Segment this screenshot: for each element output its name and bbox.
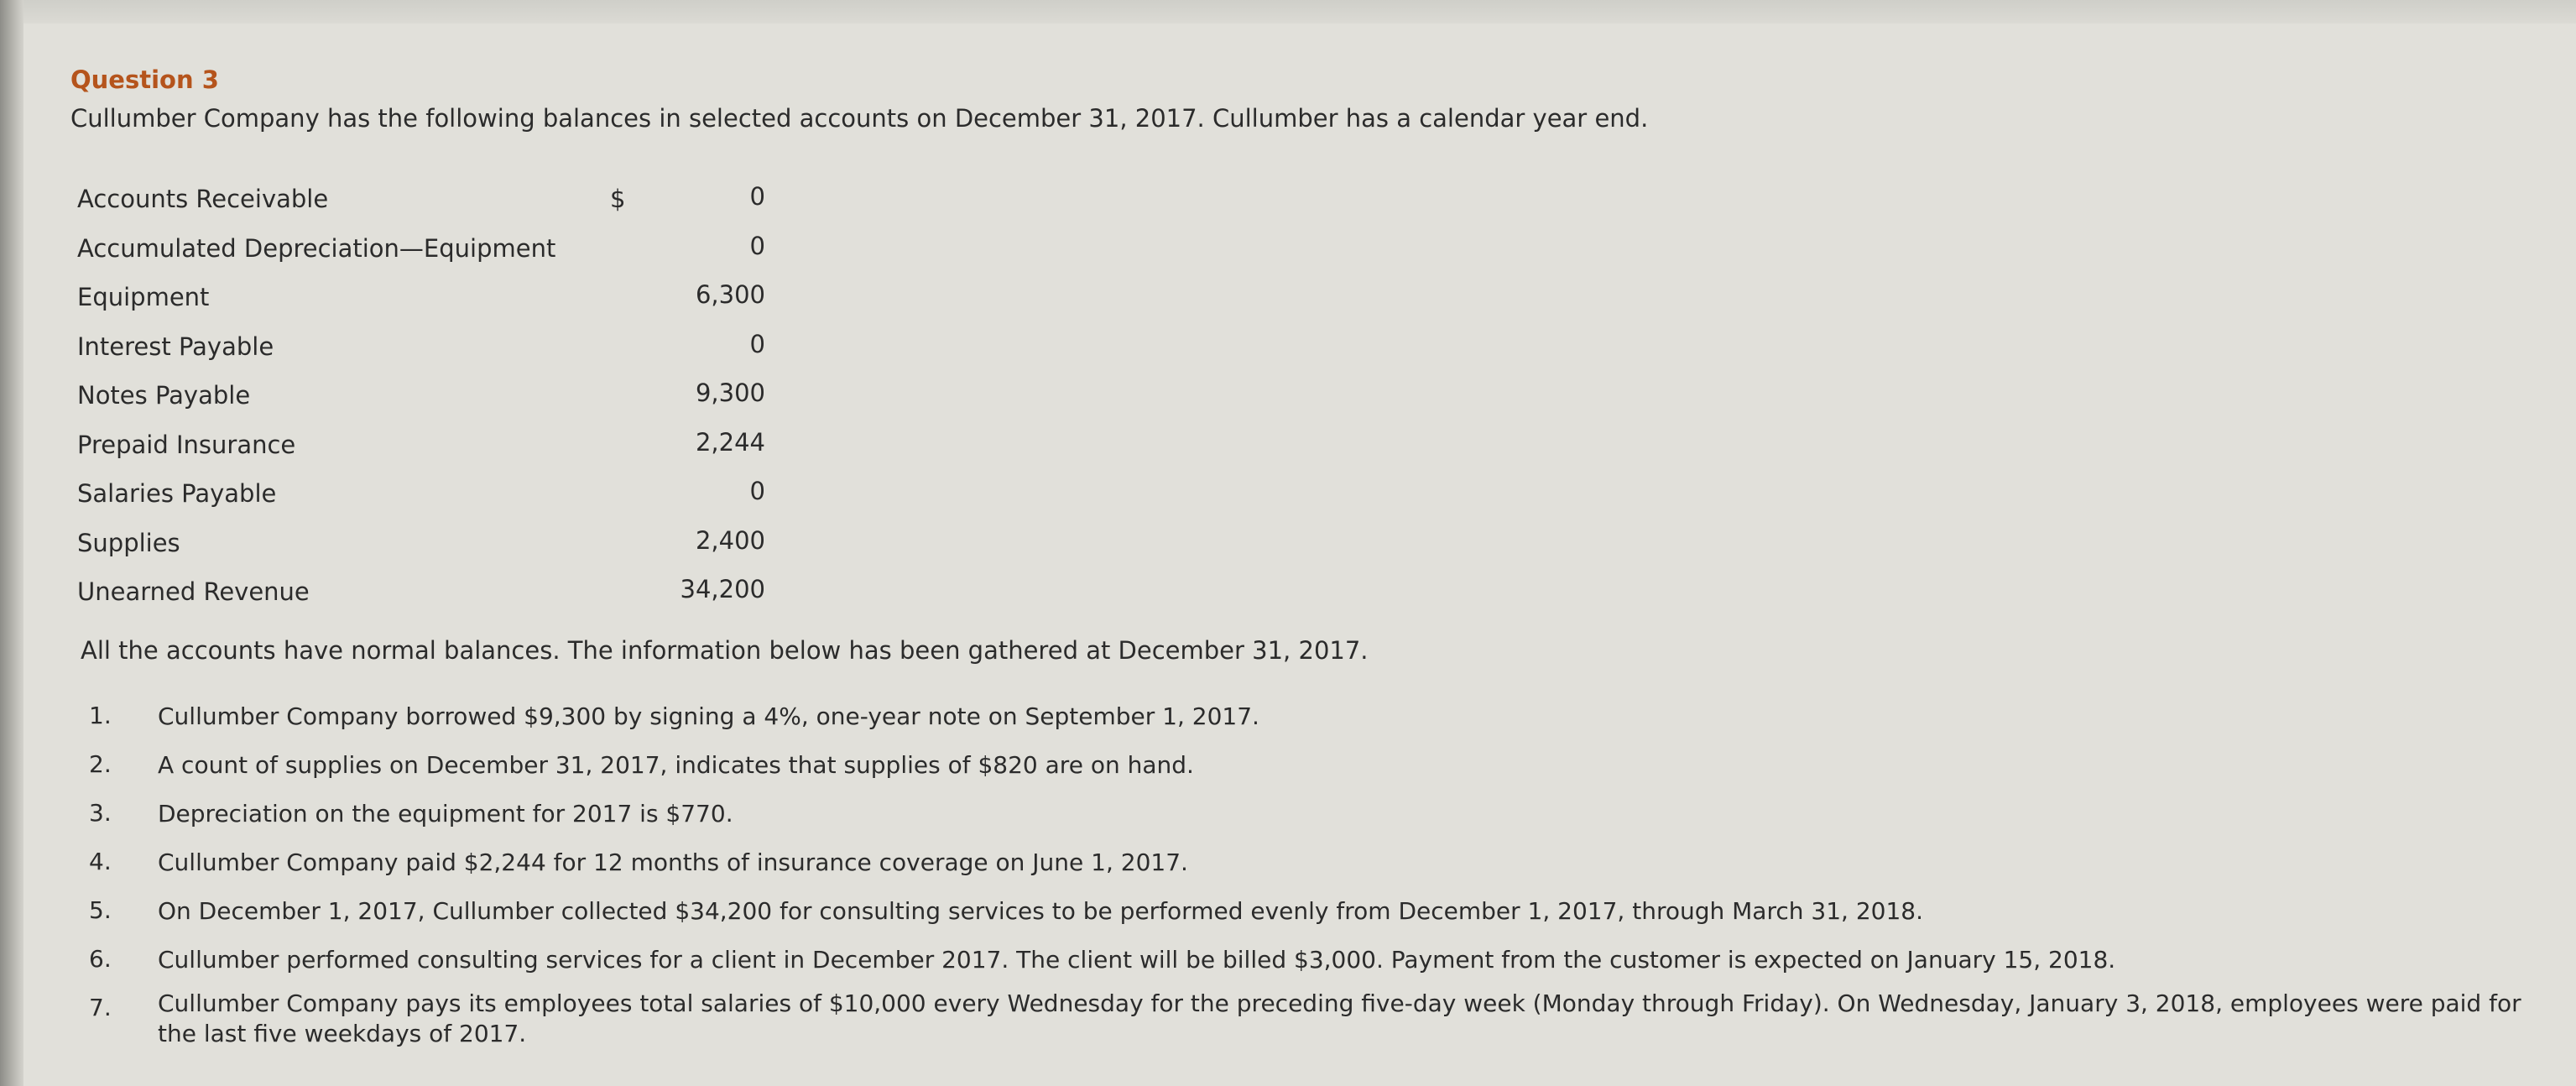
list-item (89, 799, 2573, 848)
item-text: Depreciation on the equipment for 2017 is $770. (158, 800, 733, 828)
account-row (77, 522, 765, 572)
account-row (77, 227, 765, 277)
account-amount: 9,300 (695, 379, 765, 407)
account-row (77, 178, 765, 227)
account-name: Equipment (77, 283, 210, 311)
list-item (89, 989, 2573, 1047)
account-name: Interest Payable (77, 332, 274, 361)
list-item (89, 896, 2573, 945)
list-item (89, 848, 2573, 896)
item-number: 5. (89, 896, 112, 924)
account-name: Accounts Receivable (77, 185, 329, 213)
item-text: Cullumber performed consulting services for a client in December 2017. The client will be billed $3,000. Payment from the customer is expected on January 15, 2018. (158, 946, 2116, 974)
question-intro: Cullumber Company has the following balances in selected accounts on December 31, 2017. Cullumber has a calendar year end. (70, 104, 1649, 133)
account-amount: 34,200 (680, 575, 765, 603)
screen-top-edge (0, 0, 2576, 25)
currency-symbol: $ (610, 185, 626, 213)
account-name: Unearned Revenue (77, 577, 310, 606)
item-text: On December 1, 2017, Cullumber collected $34,200 for consulting services to be performed evenly from December 1, 2017, through March 31, 2018. (158, 897, 1923, 925)
item-text: Cullumber Company paid $2,244 for 12 months of insurance coverage on June 1, 2017. (158, 848, 1188, 876)
item-text: A count of supplies on December 31, 2017, indicates that supplies of $820 are on hand. (158, 751, 1194, 779)
account-row (77, 571, 765, 620)
account-amount: 2,400 (695, 525, 765, 555)
account-row (77, 473, 765, 522)
account-amount: 2,244 (695, 427, 765, 457)
item-number: 1. (89, 702, 112, 729)
item-number: 6. (89, 945, 112, 973)
item-number: 2. (89, 750, 112, 778)
account-name: Salaries Payable (77, 479, 277, 508)
account-amount: 0 (749, 329, 765, 358)
account-row (77, 374, 765, 424)
account-name: Notes Payable (77, 381, 251, 410)
account-name: Accumulated Depreciation—Equipment (77, 233, 556, 263)
item-number: 7. (89, 994, 112, 1021)
list-item (89, 702, 2573, 750)
item-number: 3. (89, 799, 112, 827)
screen-left-edge (0, 0, 23, 1086)
account-balances-table (77, 178, 765, 620)
account-row (77, 424, 765, 473)
account-amount: 0 (749, 182, 765, 211)
account-amount: 6,300 (695, 280, 765, 309)
adjustment-items-list (89, 702, 2573, 1047)
account-row (77, 326, 765, 375)
list-item (89, 945, 2573, 994)
account-row (77, 276, 765, 326)
item-number: 4. (89, 848, 112, 875)
item-text: Cullumber Company borrowed $9,300 by signing a 4%, one-year note on September 1, 2017. (158, 702, 1259, 730)
account-amount: 0 (749, 477, 765, 505)
item-text: Cullumber Company pays its employees total salaries of $10,000 every Wednesday for the preceding five-day week (Monday through Friday). On Wednesday, January 3, 2018, employees were paid for the last five weekdays of 2017. (158, 989, 2521, 1047)
question-title: Question 3 (70, 65, 219, 94)
info-statement: All the accounts have normal balances. The information below has been gathered at December 31, 2017. (81, 636, 1369, 665)
account-name: Prepaid Insurance (77, 430, 296, 459)
account-amount: 0 (749, 231, 765, 260)
account-name: Supplies (77, 528, 180, 557)
list-item (89, 750, 2573, 799)
